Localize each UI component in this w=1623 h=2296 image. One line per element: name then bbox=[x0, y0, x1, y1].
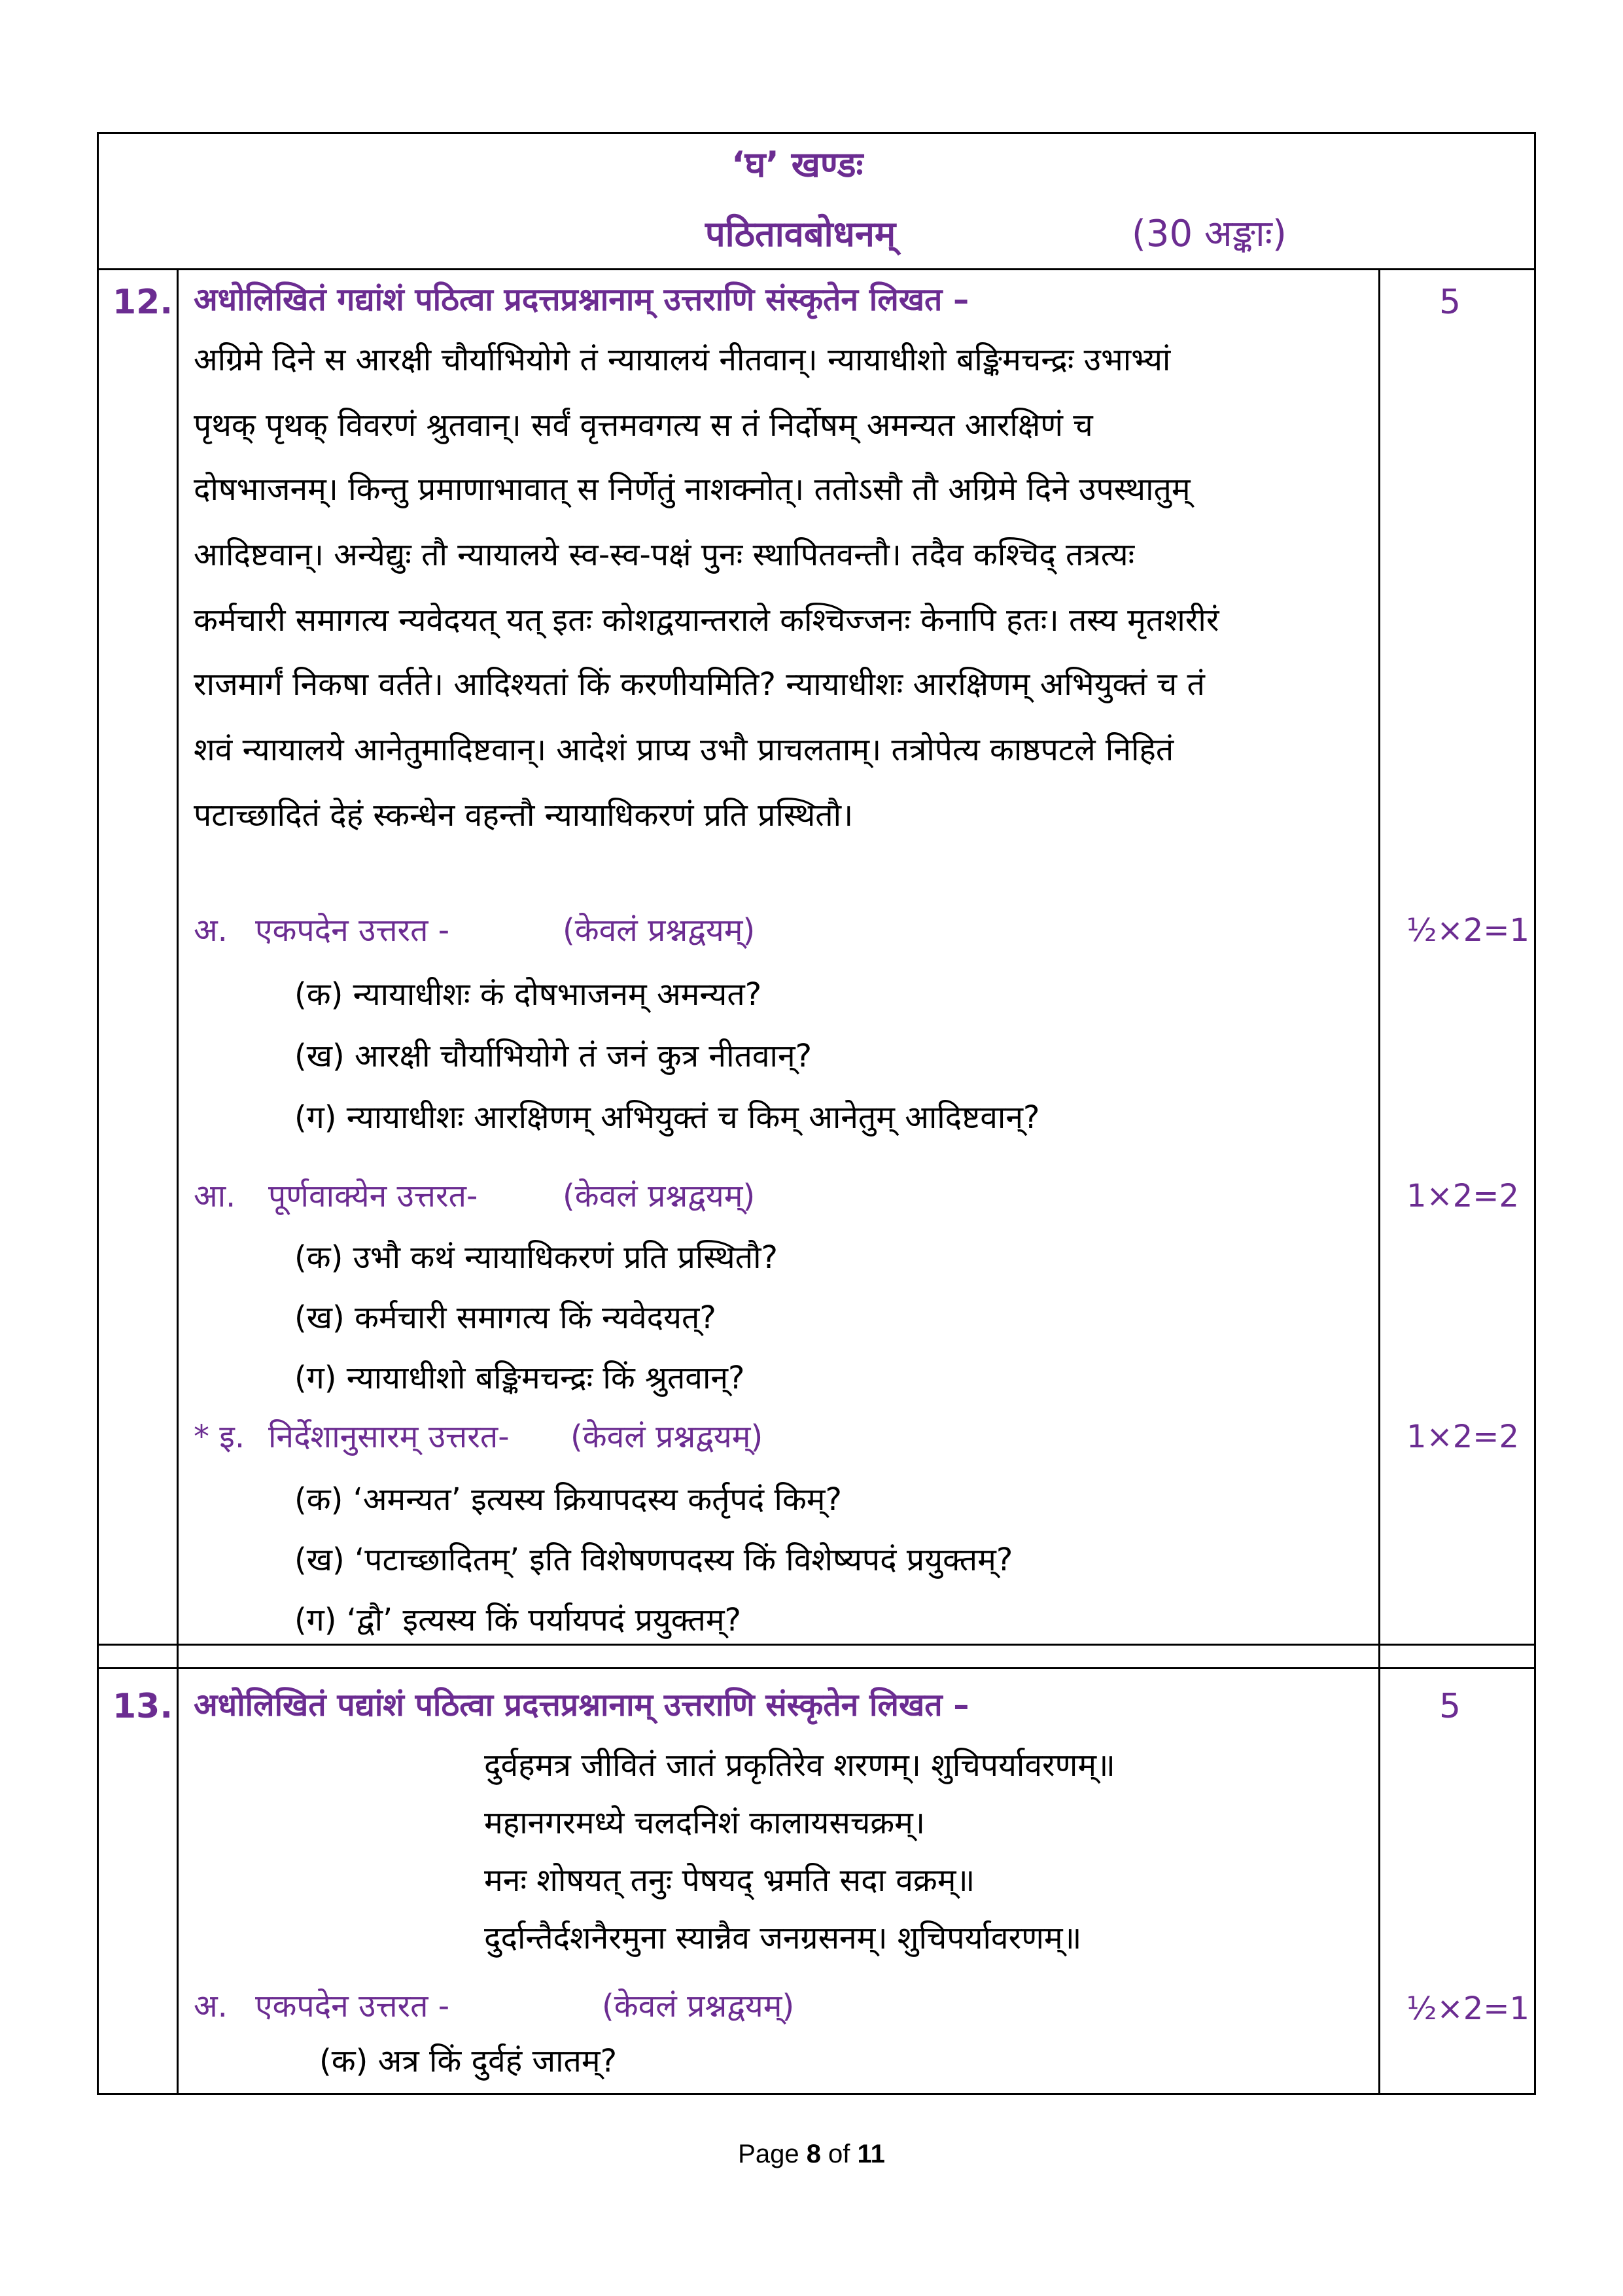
q13-part-a-title: एकपदेन उत्तरत - bbox=[255, 1988, 450, 2024]
verse-line: दुर्वहमत्र जीवितं जातं प्रकृतिरेव शरणम्। शुचिपर्यावरणम्॥ bbox=[484, 1747, 1115, 1784]
q12-a-question: (क) न्यायाधीशः कं दोषभाजनम् अमन्यत? bbox=[294, 976, 762, 1013]
column-divider-marks bbox=[1378, 268, 1380, 2095]
q12-a-question: (ख) आरक्षी चौर्याभियोगे तं जनं कुत्र नीतवान्? bbox=[294, 1038, 812, 1074]
q12-i-question: (क) ‘अमन्यत’ इत्यस्य क्रियापदस्य कर्तृपदं किम्? bbox=[294, 1481, 842, 1518]
footer-middle: of bbox=[820, 2140, 858, 2168]
q13-part-a-note: (केवलं प्रश्नद्वयम्) bbox=[602, 1988, 795, 2024]
q12-part-i-marks: 1×2=2 bbox=[1406, 1419, 1520, 1455]
passage-line: कर्मचारी समागत्य न्यवेदयत् यत् इतः कोशद्वयान्तराले कश्चिज्जनः केनापि हतः। तस्य मृतशरीरं bbox=[194, 602, 1219, 639]
passage-line: अग्रिमे दिने स आरक्षी चौर्याभियोगे तं न्यायालयं नीतवान्। न्यायाधीशो बङ्किमचन्द्रः उभाभ्यां bbox=[194, 342, 1171, 378]
question-number-13: 13. bbox=[113, 1687, 173, 1726]
q12-part-a-marks: ½×2=1 bbox=[1406, 912, 1530, 949]
passage-line: राजमार्गं निकषा वर्तते। आदिश्यतां किं करणीयमिति? न्यायाधीशः आरक्षिणम् अभियुक्तं च तं bbox=[194, 666, 1205, 703]
q12-part-a-title: एकपदेन उत्तरत - bbox=[255, 912, 450, 949]
q12-i-question: (ख) ‘पटाच्छादितम्’ इति विशेषणपदस्य किं विशेष्यपदं प्रयुक्तम्? bbox=[294, 1542, 1013, 1578]
q12-part-aa-label: आ. bbox=[194, 1178, 236, 1214]
q12-part-aa-note: (केवलं प्रश्नद्वयम्) bbox=[563, 1178, 756, 1214]
q12-part-i-note: (केवलं प्रश्नद्वयम्) bbox=[570, 1419, 763, 1455]
q13-part-a-label: अ. bbox=[194, 1988, 228, 2024]
section-title: ‘घ’ खण्डः bbox=[731, 144, 864, 185]
q13-instruction: अधोलिखितं पद्यांशं पठित्वा प्रदत्तप्रश्नानाम् उत्तराणि संस्कृतेन लिखत – bbox=[194, 1687, 969, 1723]
section-subtitle: पठितावबोधनम् bbox=[705, 213, 896, 255]
header-divider bbox=[97, 268, 1536, 270]
q12-part-aa-title: पूर्णवाक्येन उत्तरत- bbox=[268, 1178, 478, 1214]
section-marks: (30 अङ्काः) bbox=[1132, 213, 1287, 255]
passage-line: दोषभाजनम्। किन्तु प्रमाणाभावात् स निर्णेतुं नाशक्नोत्। ततोऽसौ तौ अग्रिमे दिने उपस्थातुम् bbox=[194, 471, 1191, 508]
passage-line: आदिष्टवान्। अन्येद्युः तौ न्यायालये स्व-स्व-पक्षं पुनः स्थापितवन्तौ। तदैव कश्चिद् तत्रत्यः bbox=[194, 537, 1135, 573]
q12-aa-question: (क) उभौ कथं न्यायाधिकरणं प्रति प्रस्थितौ? bbox=[294, 1239, 778, 1276]
total-pages: 11 bbox=[857, 2140, 885, 2168]
row-divider-1 bbox=[97, 1644, 1536, 1646]
q12-part-aa-marks: 1×2=2 bbox=[1406, 1178, 1520, 1214]
footer-prefix: Page bbox=[738, 2140, 807, 2168]
row-divider-2 bbox=[97, 1667, 1536, 1669]
q13-marks: 5 bbox=[1439, 1687, 1461, 1726]
q12-aa-question: (ख) कर्मचारी समागत्य किं न्यवेदयत्? bbox=[294, 1299, 716, 1336]
q12-part-i-label: * इ. bbox=[194, 1419, 245, 1455]
q13-part-a-marks: ½×2=1 bbox=[1406, 1990, 1530, 2027]
q12-part-a-label: अ. bbox=[194, 912, 228, 949]
passage-line: पृथक् पृथक् विवरणं श्रुतवान्। सर्वं वृत्तमवगत्य स तं निर्दोषम् अमन्यत आरक्षिणं च bbox=[194, 407, 1093, 444]
q12-part-a-note: (केवलं प्रश्नद्वयम्) bbox=[563, 912, 756, 949]
q12-instruction: अधोलिखितं गद्यांशं पठित्वा प्रदत्तप्रश्नानाम् उत्तराणि संस्कृतेन लिखत – bbox=[194, 281, 969, 318]
verse-line: मनः शोषयत् तनुः पेषयद् भ्रमति सदा वक्रम्॥ bbox=[484, 1862, 975, 1899]
q12-i-question: (ग) ‘द्वौ’ इत्यस्य किं पर्यायपदं प्रयुक्तम्? bbox=[294, 1602, 741, 1638]
passage-line: पटाच्छादितं देहं स्कन्धेन वहन्तौ न्यायाधिकरणं प्रति प्रस्थितौ। bbox=[194, 797, 854, 834]
passage-line: शवं न्यायालये आनेतुमादिष्टवान्। आदेशं प्राप्य उभौ प्राचलताम्। तत्रोपेत्य काष्ठपटले निहितं bbox=[194, 732, 1174, 768]
column-divider-number bbox=[177, 268, 179, 2095]
q12-aa-question: (ग) न्यायाधीशो बङ्किमचन्द्रः किं श्रुतवान्? bbox=[294, 1360, 745, 1396]
q12-part-i-title: निर्देशानुसारम् उत्तरत- bbox=[268, 1419, 510, 1455]
current-page: 8 bbox=[806, 2140, 821, 2168]
question-number-12: 12. bbox=[113, 283, 173, 322]
verse-line: दुर्दान्तैर्दशनैरमुना स्यान्नैव जनग्रसनम्। शुचिपर्यावरणम्॥ bbox=[484, 1920, 1082, 1956]
page-footer bbox=[0, 2140, 1623, 2169]
q12-a-question: (ग) न्यायाधीशः आरक्षिणम् अभियुक्तं च किम् आनेतुम् आदिष्टवान्? bbox=[294, 1099, 1040, 1136]
q12-marks: 5 bbox=[1439, 283, 1461, 322]
q13-a-question: (क) अत्र किं दुर्वहं जातम्? bbox=[319, 2043, 618, 2079]
verse-line: महानगरमध्ये चलदनिशं कालायसचक्रम्। bbox=[484, 1805, 926, 1841]
